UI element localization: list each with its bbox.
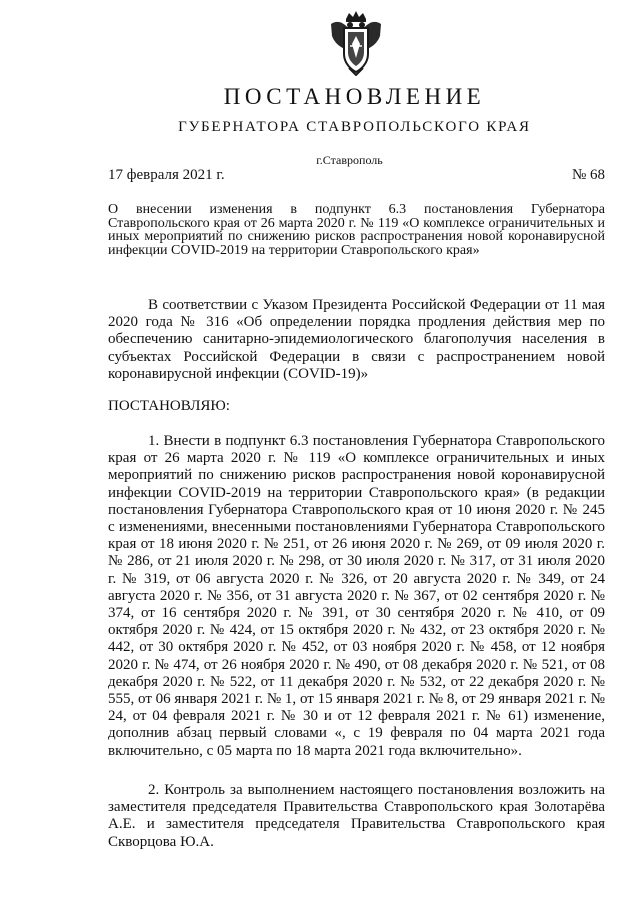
document-title: ПОСТАНОВЛЕНИЕ xyxy=(223,84,486,109)
coat-of-arms-icon xyxy=(329,10,383,76)
preamble-paragraph: В соответствии с Указом Президента Российской Федерации от 11 мая 2020 года № 316 «Об определении порядка продления действия мер по обеспечению санитарно-эпидемиологического благополучия населения в субъектах Российской Федерации в связи с распространением новой коронавирусной инфекции (COVID-19)» xyxy=(108,297,605,382)
paragraph-2: 2. Контроль за выполнением настоящего постановления возложить на заместителя председателя Правительства Ставропольского края Золотарёва А.Е. и заместителя председателя Правительства Ставропольского края Скворцова Ю.А. xyxy=(108,782,605,850)
resolve-heading: ПОСТАНОВЛЯЮ: xyxy=(108,398,230,414)
document-subtitle: ГУБЕРНАТОРА СТАВРОПОЛЬСКОГО КРАЯ xyxy=(178,119,531,135)
paragraph-1: 1. Внести в подпункт 6.3 постановления Губернатора Ставропольского края от 26 марта 2020 г. № 119 «О комплексе ограничительных и иных мероприятий по снижению рисков распространения новой коронавирусной инфекции COVID-2019 на территории Ставропольского края» (в редакции постановления Губернатора Ставропольского края от 10 июня 2020 г. № 245 с изменениями, внесенными постановлениями Губернатора Ставропольского края от 18 июня 2020 г. № 251, от 26 июня 2020 г. № 269, от 09 июля 2020 г. № 286, от 21 июля 2020 г. № 298, от 30 июля 2020 г. № 317, от 31 июля 2020 г. № 319, от 06 августа 2020 г. № 326, от 20 августа 2020 г. № 349, от 24 августа 2020 г. № 356, от 31 августа 2020 г. № 367, от 02 сентября 2020 г. № 374, от 16 сентября 2020 г. № 391, от 30 сентября 2020 г. № 410, от 09 октября 2020 г. № 424, от 15 октября 2020 г. № 432, от 23 октября 2020 г. № 442, от 30 октября 2020 г. № 452, от 03 ноября 2020 г. № 458, от 12 ноября 2020 г. № 474, от 26 ноября 2020 г. № 490, от 08 декабря 2020 г. № 521, от 08 декабря 2020 г. № 522, от 11 декабря 2020 г. № 532, от 22 декабря 2020 г. № 555, от 06 января 2021 г. № 1, от 15 января 2021 г. № 8, от 29 января 2021 г. № 24, от 04 февраля 2021 г. № 30 и от 12 февраля 2021 г. № 61) изменение, дополнив абзац первый словами «, с 19 февраля по 04 марта 2021 года включительно, с 05 марта по 18 марта 2021 года включительно». xyxy=(108,433,605,759)
document-subject: О внесении изменения в подпункт 6.3 постановления Губернатора Ставропольского края от 26 марта 2020 г. № 119 «О комплексе ограничительных и иных мероприятий по снижению рисков распространения новой коронавирусной инфекции COVID-2019 на территории Ставропольского края» xyxy=(108,202,605,258)
document-date: 17 февраля 2021 г. xyxy=(108,167,225,183)
document-number: № 68 xyxy=(571,167,605,183)
city-label: г.Ставрополь xyxy=(316,153,383,167)
